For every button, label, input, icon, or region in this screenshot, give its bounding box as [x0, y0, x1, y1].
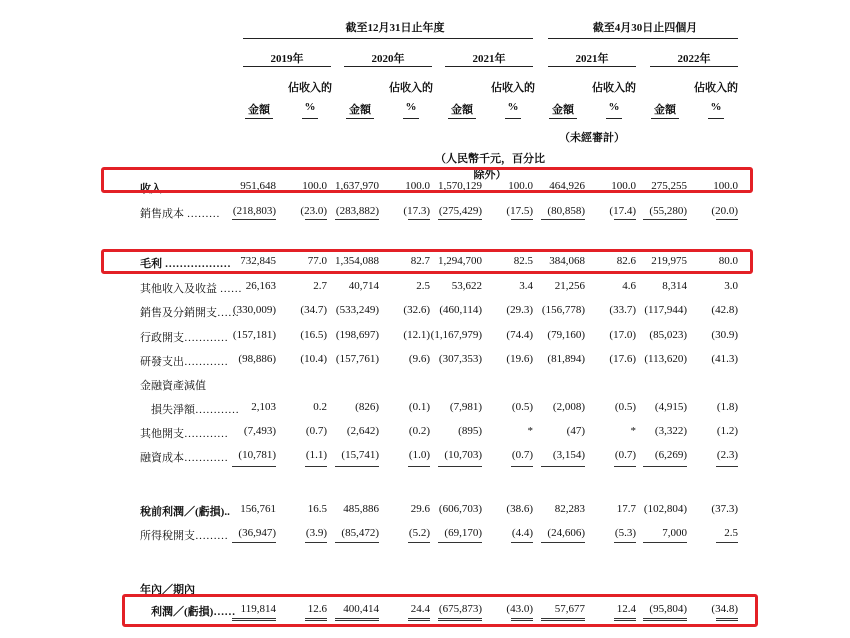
subtotal-rule — [643, 542, 687, 543]
cell-percent: 100.0 — [611, 180, 636, 192]
cell-amount: (36,947) — [238, 527, 276, 539]
cell-amount: (79,160) — [547, 329, 585, 341]
cell-amount: 82,283 — [554, 503, 585, 515]
cell-amount: 57,677 — [554, 603, 585, 615]
cell-amount: (3,322) — [654, 425, 687, 437]
column-header-pct: 佔收入的 — [592, 82, 636, 94]
subtotal-rule — [438, 219, 482, 220]
cell-amount: (1,167,979) — [430, 329, 482, 341]
cell-amount: (3,154) — [552, 449, 585, 461]
cell-amount: (7,493) — [243, 425, 276, 437]
cell-percent: (3.9) — [305, 527, 327, 539]
cell-percent: (19.6) — [506, 353, 533, 365]
cell-amount: (98,886) — [238, 353, 276, 365]
cell-percent: (4.4) — [511, 527, 533, 539]
cell-percent: 3.0 — [724, 280, 738, 292]
cell-percent: (16.5) — [300, 329, 327, 341]
cell-percent: 100.0 — [405, 180, 430, 192]
cell-amount: (85,023) — [649, 329, 687, 341]
cell-percent: (20.0) — [711, 205, 738, 217]
cell-percent: (0.1) — [408, 401, 430, 413]
column-header-pct-sign: % — [405, 101, 417, 113]
row-label: 損失淨額………… — [140, 404, 239, 416]
cell-amount: 21,256 — [554, 280, 585, 292]
cell-percent: (42.8) — [711, 304, 738, 316]
year-2022-interim: 2022年 — [677, 53, 711, 65]
subtotal-rule — [716, 219, 738, 220]
cell-amount: (460,114) — [439, 304, 482, 316]
column-header-pct-sign: % — [608, 101, 620, 113]
subtotal-rule — [408, 219, 430, 220]
cell-percent: (38.6) — [506, 503, 533, 515]
cell-amount: 275,255 — [651, 180, 687, 192]
cell-percent: 77.0 — [307, 255, 327, 267]
column-header-rule — [549, 118, 577, 119]
year-rule — [548, 66, 636, 67]
cell-amount: 1,637,970 — [335, 180, 379, 192]
cell-amount: 464,926 — [549, 180, 585, 192]
cell-percent: 82.7 — [410, 255, 430, 267]
cell-percent: 82.6 — [616, 255, 636, 267]
column-header-pct-sign: % — [304, 101, 316, 113]
cell-amount: 156,761 — [240, 503, 276, 515]
column-header-amount: 金額 — [654, 104, 676, 116]
highlight-gross-profit — [101, 249, 753, 274]
cell-amount: (533,249) — [335, 304, 379, 316]
cell-percent: 82.5 — [513, 255, 533, 267]
cell-percent: (2.3) — [716, 449, 738, 461]
cell-percent: (34.8) — [711, 603, 738, 615]
subtotal-rule — [614, 542, 636, 543]
cell-amount: 26,163 — [245, 280, 276, 292]
year-2019: 2019年 — [270, 53, 304, 65]
cell-percent: (29.3) — [506, 304, 533, 316]
cell-amount: (102,804) — [643, 503, 687, 515]
cell-amount: 119,814 — [240, 603, 276, 615]
cell-amount: (69,170) — [444, 527, 482, 539]
subtotal-rule — [438, 466, 482, 467]
column-header-pct-sign: % — [710, 101, 722, 113]
row-label: 收入 ……………… — [140, 183, 231, 195]
subtotal-rule — [511, 542, 533, 543]
subtotal-rule — [716, 542, 738, 543]
column-header-pct: 佔收入的 — [491, 82, 535, 94]
cell-amount: (2,642) — [346, 425, 379, 437]
cell-amount: (80,858) — [547, 205, 585, 217]
cell-percent: (12.1) — [403, 329, 430, 341]
cell-percent: (0.7) — [511, 449, 533, 461]
subtotal-rule — [232, 219, 276, 220]
cell-amount: (10,703) — [444, 449, 482, 461]
cell-amount: 732,845 — [240, 255, 276, 267]
cell-amount: (275,429) — [438, 205, 482, 217]
cell-amount: (113,620) — [644, 353, 687, 365]
cell-percent: (0.7) — [614, 449, 636, 461]
subtotal-rule — [511, 219, 533, 220]
subtotal-rule — [716, 466, 738, 467]
cell-percent: (1.8) — [716, 401, 738, 413]
cell-percent: * — [527, 425, 533, 437]
cell-percent: (37.3) — [711, 503, 738, 515]
year-rule — [243, 66, 331, 67]
cell-percent: (32.6) — [403, 304, 430, 316]
subtotal-rule — [511, 466, 533, 467]
cell-amount: (198,697) — [335, 329, 379, 341]
cell-percent: 2.5 — [416, 280, 430, 292]
cell-amount: 951,648 — [240, 180, 276, 192]
subtotal-rule — [305, 466, 327, 467]
cell-percent: (5.2) — [408, 527, 430, 539]
column-header-rule — [245, 118, 273, 119]
cell-amount: (606,703) — [438, 503, 482, 515]
cell-percent: 12.6 — [307, 603, 327, 615]
cell-percent: (30.9) — [711, 329, 738, 341]
column-header-rule — [606, 118, 622, 119]
cell-percent: (43.0) — [506, 603, 533, 615]
year-rule — [344, 66, 432, 67]
subtotal-rule — [335, 542, 379, 543]
column-header-rule — [346, 118, 374, 119]
column-header-pct: 佔收入的 — [389, 82, 433, 94]
column-header-rule — [708, 118, 724, 119]
cell-amount: (895) — [458, 425, 482, 437]
cell-percent: 24.4 — [410, 603, 430, 615]
subtotal-rule — [305, 219, 327, 220]
cell-amount: (675,873) — [438, 603, 482, 615]
cell-amount: (81,894) — [547, 353, 585, 365]
cell-amount: 53,622 — [451, 280, 482, 292]
year-2021: 2021年 — [472, 53, 506, 65]
cell-amount: (15,741) — [341, 449, 379, 461]
cell-amount: (47) — [566, 425, 585, 437]
cell-percent: (0.2) — [408, 425, 430, 437]
column-header-pct: 佔收入的 — [288, 82, 332, 94]
row-label: 其他開支………… — [140, 428, 228, 440]
cell-amount: (307,353) — [438, 353, 482, 365]
subtotal-rule — [614, 466, 636, 467]
cell-amount: 384,068 — [549, 255, 585, 267]
subtotal-rule — [408, 542, 430, 543]
subtotal-rule — [408, 466, 430, 467]
cell-amount: 1,294,700 — [438, 255, 482, 267]
subtotal-rule — [541, 542, 585, 543]
cell-percent: 100.0 — [302, 180, 327, 192]
cell-amount: (218,803) — [232, 205, 276, 217]
cell-percent: (34.7) — [300, 304, 327, 316]
cell-percent: 100.0 — [713, 180, 738, 192]
year-rule — [650, 66, 738, 67]
column-header-amount: 金額 — [451, 104, 473, 116]
highlight-net-profit — [122, 594, 758, 627]
cell-amount: (85,472) — [341, 527, 379, 539]
row-label: 利潤／(虧損)…… — [140, 606, 236, 618]
cell-percent: (0.5) — [511, 401, 533, 413]
unaudited-note: （未經審計） — [559, 132, 625, 144]
cell-percent: 4.6 — [622, 280, 636, 292]
cell-percent: (0.7) — [305, 425, 327, 437]
cell-amount: (330,009) — [232, 304, 276, 316]
row-label: 稅前利潤／(虧損).. — [140, 506, 230, 518]
cell-amount: (157,761) — [335, 353, 379, 365]
cell-percent: 17.7 — [616, 503, 636, 515]
cell-percent: * — [630, 425, 636, 437]
cell-amount: 1,570,129 — [438, 180, 482, 192]
cell-amount: (283,882) — [335, 205, 379, 217]
column-header-pct-sign: % — [507, 101, 519, 113]
cell-percent: (9.6) — [408, 353, 430, 365]
row-label: 銷售及分銷開支…… — [140, 307, 239, 319]
header-annual-period: 截至12月31日止年度 — [345, 22, 445, 34]
cell-percent: (17.5) — [506, 205, 533, 217]
cell-percent: 2.7 — [313, 280, 327, 292]
cell-percent: (17.3) — [403, 205, 430, 217]
cell-amount: (7,981) — [449, 401, 482, 413]
cell-amount: (156,778) — [541, 304, 585, 316]
cell-percent: (1.0) — [408, 449, 430, 461]
cell-amount: 7,000 — [662, 527, 687, 539]
cell-amount: (157,181) — [232, 329, 276, 341]
column-header-amount: 金額 — [349, 104, 371, 116]
subtotal-rule — [541, 466, 585, 467]
row-label: 所得稅開支……… — [140, 530, 228, 542]
cell-amount: 2,103 — [251, 401, 276, 413]
cell-percent: (1.1) — [305, 449, 327, 461]
cell-percent: 3.4 — [519, 280, 533, 292]
row-label: 行政開支………… — [140, 332, 228, 344]
row-label: 金融資產減值 — [140, 380, 206, 392]
subtotal-rule — [232, 542, 276, 543]
subtotal-rule — [643, 219, 687, 220]
cell-amount: (24,606) — [547, 527, 585, 539]
row-label: 研發支出………… — [140, 356, 228, 368]
cell-percent: (10.4) — [300, 353, 327, 365]
row-label: 其他收入及收益 …… — [140, 283, 242, 295]
cell-percent: (5.3) — [614, 527, 636, 539]
subtotal-rule — [614, 219, 636, 220]
cell-percent: (17.0) — [609, 329, 636, 341]
year-rule — [445, 66, 533, 67]
cell-percent: 12.4 — [616, 603, 636, 615]
cell-amount: (95,804) — [649, 603, 687, 615]
subtotal-rule — [541, 219, 585, 220]
header-annual-rule — [243, 38, 533, 39]
cell-amount: (117,944) — [644, 304, 687, 316]
cell-percent: 16.5 — [307, 503, 327, 515]
cell-percent: 100.0 — [508, 180, 533, 192]
cell-amount: (4,915) — [654, 401, 687, 413]
subtotal-rule — [232, 466, 276, 467]
row-label: 年內／期內 — [140, 584, 195, 596]
cell-percent: 29.6 — [410, 503, 430, 515]
year-2020: 2020年 — [371, 53, 405, 65]
cell-amount: 1,354,088 — [335, 255, 379, 267]
cell-amount: (2,008) — [552, 401, 585, 413]
subtotal-rule — [438, 542, 482, 543]
cell-percent: 2.5 — [724, 527, 738, 539]
column-header-pct: 佔收入的 — [694, 82, 738, 94]
cell-percent: (74.4) — [506, 329, 533, 341]
year-2021-interim: 2021年 — [575, 53, 609, 65]
cell-amount: 8,314 — [662, 280, 687, 292]
header-interim-rule — [548, 38, 738, 39]
column-header-amount: 金額 — [552, 104, 574, 116]
cell-percent: (33.7) — [609, 304, 636, 316]
header-interim-period: 截至4月30日止四個月 — [592, 22, 698, 34]
subtotal-rule — [643, 466, 687, 467]
cell-amount: 400,414 — [343, 603, 379, 615]
column-header-rule — [448, 118, 476, 119]
row-label: 毛利 ……………… — [140, 258, 231, 270]
cell-amount: 40,714 — [348, 280, 379, 292]
row-label: 融資成本………… — [140, 452, 228, 464]
column-header-amount: 金額 — [248, 104, 270, 116]
cell-amount: (10,781) — [238, 449, 276, 461]
cell-amount: (55,280) — [649, 205, 687, 217]
column-header-rule — [403, 118, 419, 119]
highlight-revenue — [101, 167, 753, 193]
cell-percent: (17.6) — [609, 353, 636, 365]
unit-note: （人民幣千元，百分比除外） — [435, 153, 545, 181]
cell-amount: (826) — [355, 401, 379, 413]
cell-percent: 0.2 — [313, 401, 327, 413]
cell-percent: (17.4) — [609, 205, 636, 217]
column-header-rule — [505, 118, 521, 119]
cell-amount: (6,269) — [654, 449, 687, 461]
cell-percent: (1.2) — [716, 425, 738, 437]
cell-amount: 219,975 — [651, 255, 687, 267]
cell-percent: (41.3) — [711, 353, 738, 365]
column-header-rule — [651, 118, 679, 119]
subtotal-rule — [335, 466, 379, 467]
subtotal-rule — [335, 219, 379, 220]
cell-percent: (0.5) — [614, 401, 636, 413]
column-header-rule — [302, 118, 318, 119]
cell-percent: 80.0 — [718, 255, 738, 267]
row-label: 銷售成本 ……… — [140, 208, 220, 220]
subtotal-rule — [305, 542, 327, 543]
cell-percent: (23.0) — [300, 205, 327, 217]
cell-amount: 485,886 — [343, 503, 379, 515]
